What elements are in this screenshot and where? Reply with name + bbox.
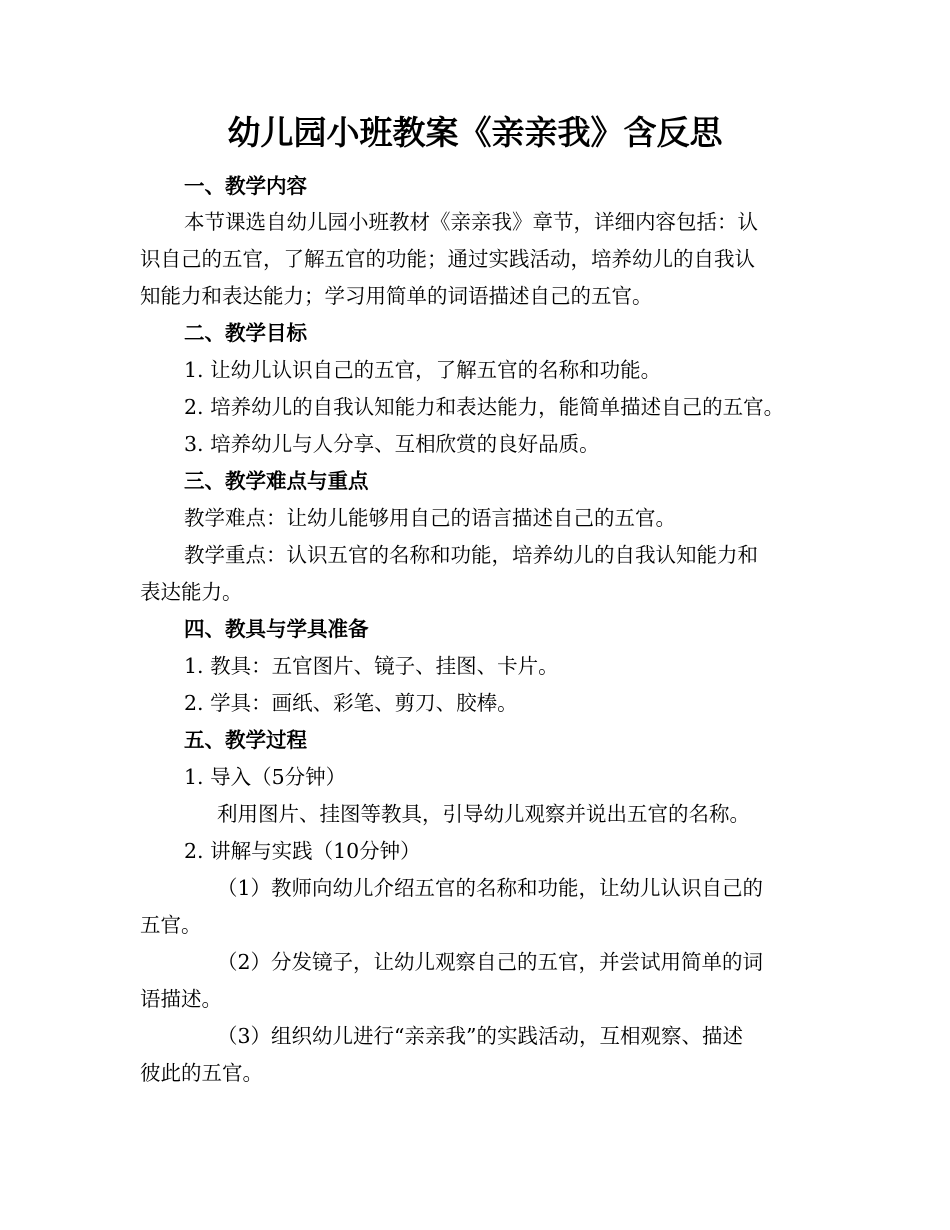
paragraph-line: 语描述。 xyxy=(140,987,222,1011)
section-heading-content: 一、教学内容 xyxy=(184,174,307,198)
section-heading-objectives: 二、教学目标 xyxy=(184,321,307,345)
paragraph-line: 识自己的五官，了解五官的功能；通过实践活动，培养幼儿的自我认 xyxy=(140,247,755,271)
paragraph-line: 利用图片、挂图等教具，引导幼儿观察并说出五官的名称。 xyxy=(217,802,750,826)
list-item: 1. 教具：五官图片、镜子、挂图、卡片。 xyxy=(184,654,559,678)
paragraph-line: 知能力和表达能力；学习用简单的词语描述自己的五官。 xyxy=(140,284,653,308)
document-title: 幼儿园小班教案《亲亲我》含反思 xyxy=(227,113,723,152)
paragraph-line: （1）教师向幼儿介绍五官的名称和功能，让幼儿认识自己的 xyxy=(217,876,764,900)
paragraph-line: （2）分发镜子，让幼儿观察自己的五官，并尝试用简单的词 xyxy=(217,950,764,974)
paragraph-line: （3）组织幼儿进行“亲亲我”的实践活动，互相观察、描述 xyxy=(217,1024,744,1048)
list-item: 1. 导入（5分钟） xyxy=(184,765,347,789)
paragraph-line: 本节课选自幼儿园小班教材《亲亲我》章节，详细内容包括：认 xyxy=(184,210,758,234)
list-item: 1. 让幼儿认识自己的五官，了解五官的名称和功能。 xyxy=(184,358,662,382)
paragraph-line: 教学重点：认识五官的名称和功能，培养幼儿的自我认知能力和 xyxy=(184,543,758,567)
section-heading-key-points: 三、教学难点与重点 xyxy=(184,469,369,493)
list-item: 3. 培养幼儿与人分享、互相欣赏的良好品质。 xyxy=(184,432,600,456)
section-heading-materials: 四、教具与学具准备 xyxy=(184,617,369,641)
list-item: 2. 学具：画纸、彩笔、剪刀、胶棒。 xyxy=(184,691,518,715)
paragraph-line: 表达能力。 xyxy=(140,580,243,604)
paragraph-line: 五官。 xyxy=(140,913,202,937)
paragraph-line: 教学难点：让幼儿能够用自己的语言描述自己的五官。 xyxy=(184,506,676,530)
list-item: 2. 讲解与实践（10分钟） xyxy=(184,839,421,863)
list-item: 2. 培养幼儿的自我认知能力和表达能力，能简单描述自己的五官。 xyxy=(184,395,785,419)
paragraph-line: 彼此的五官。 xyxy=(140,1061,263,1085)
section-heading-process: 五、教学过程 xyxy=(184,728,307,752)
